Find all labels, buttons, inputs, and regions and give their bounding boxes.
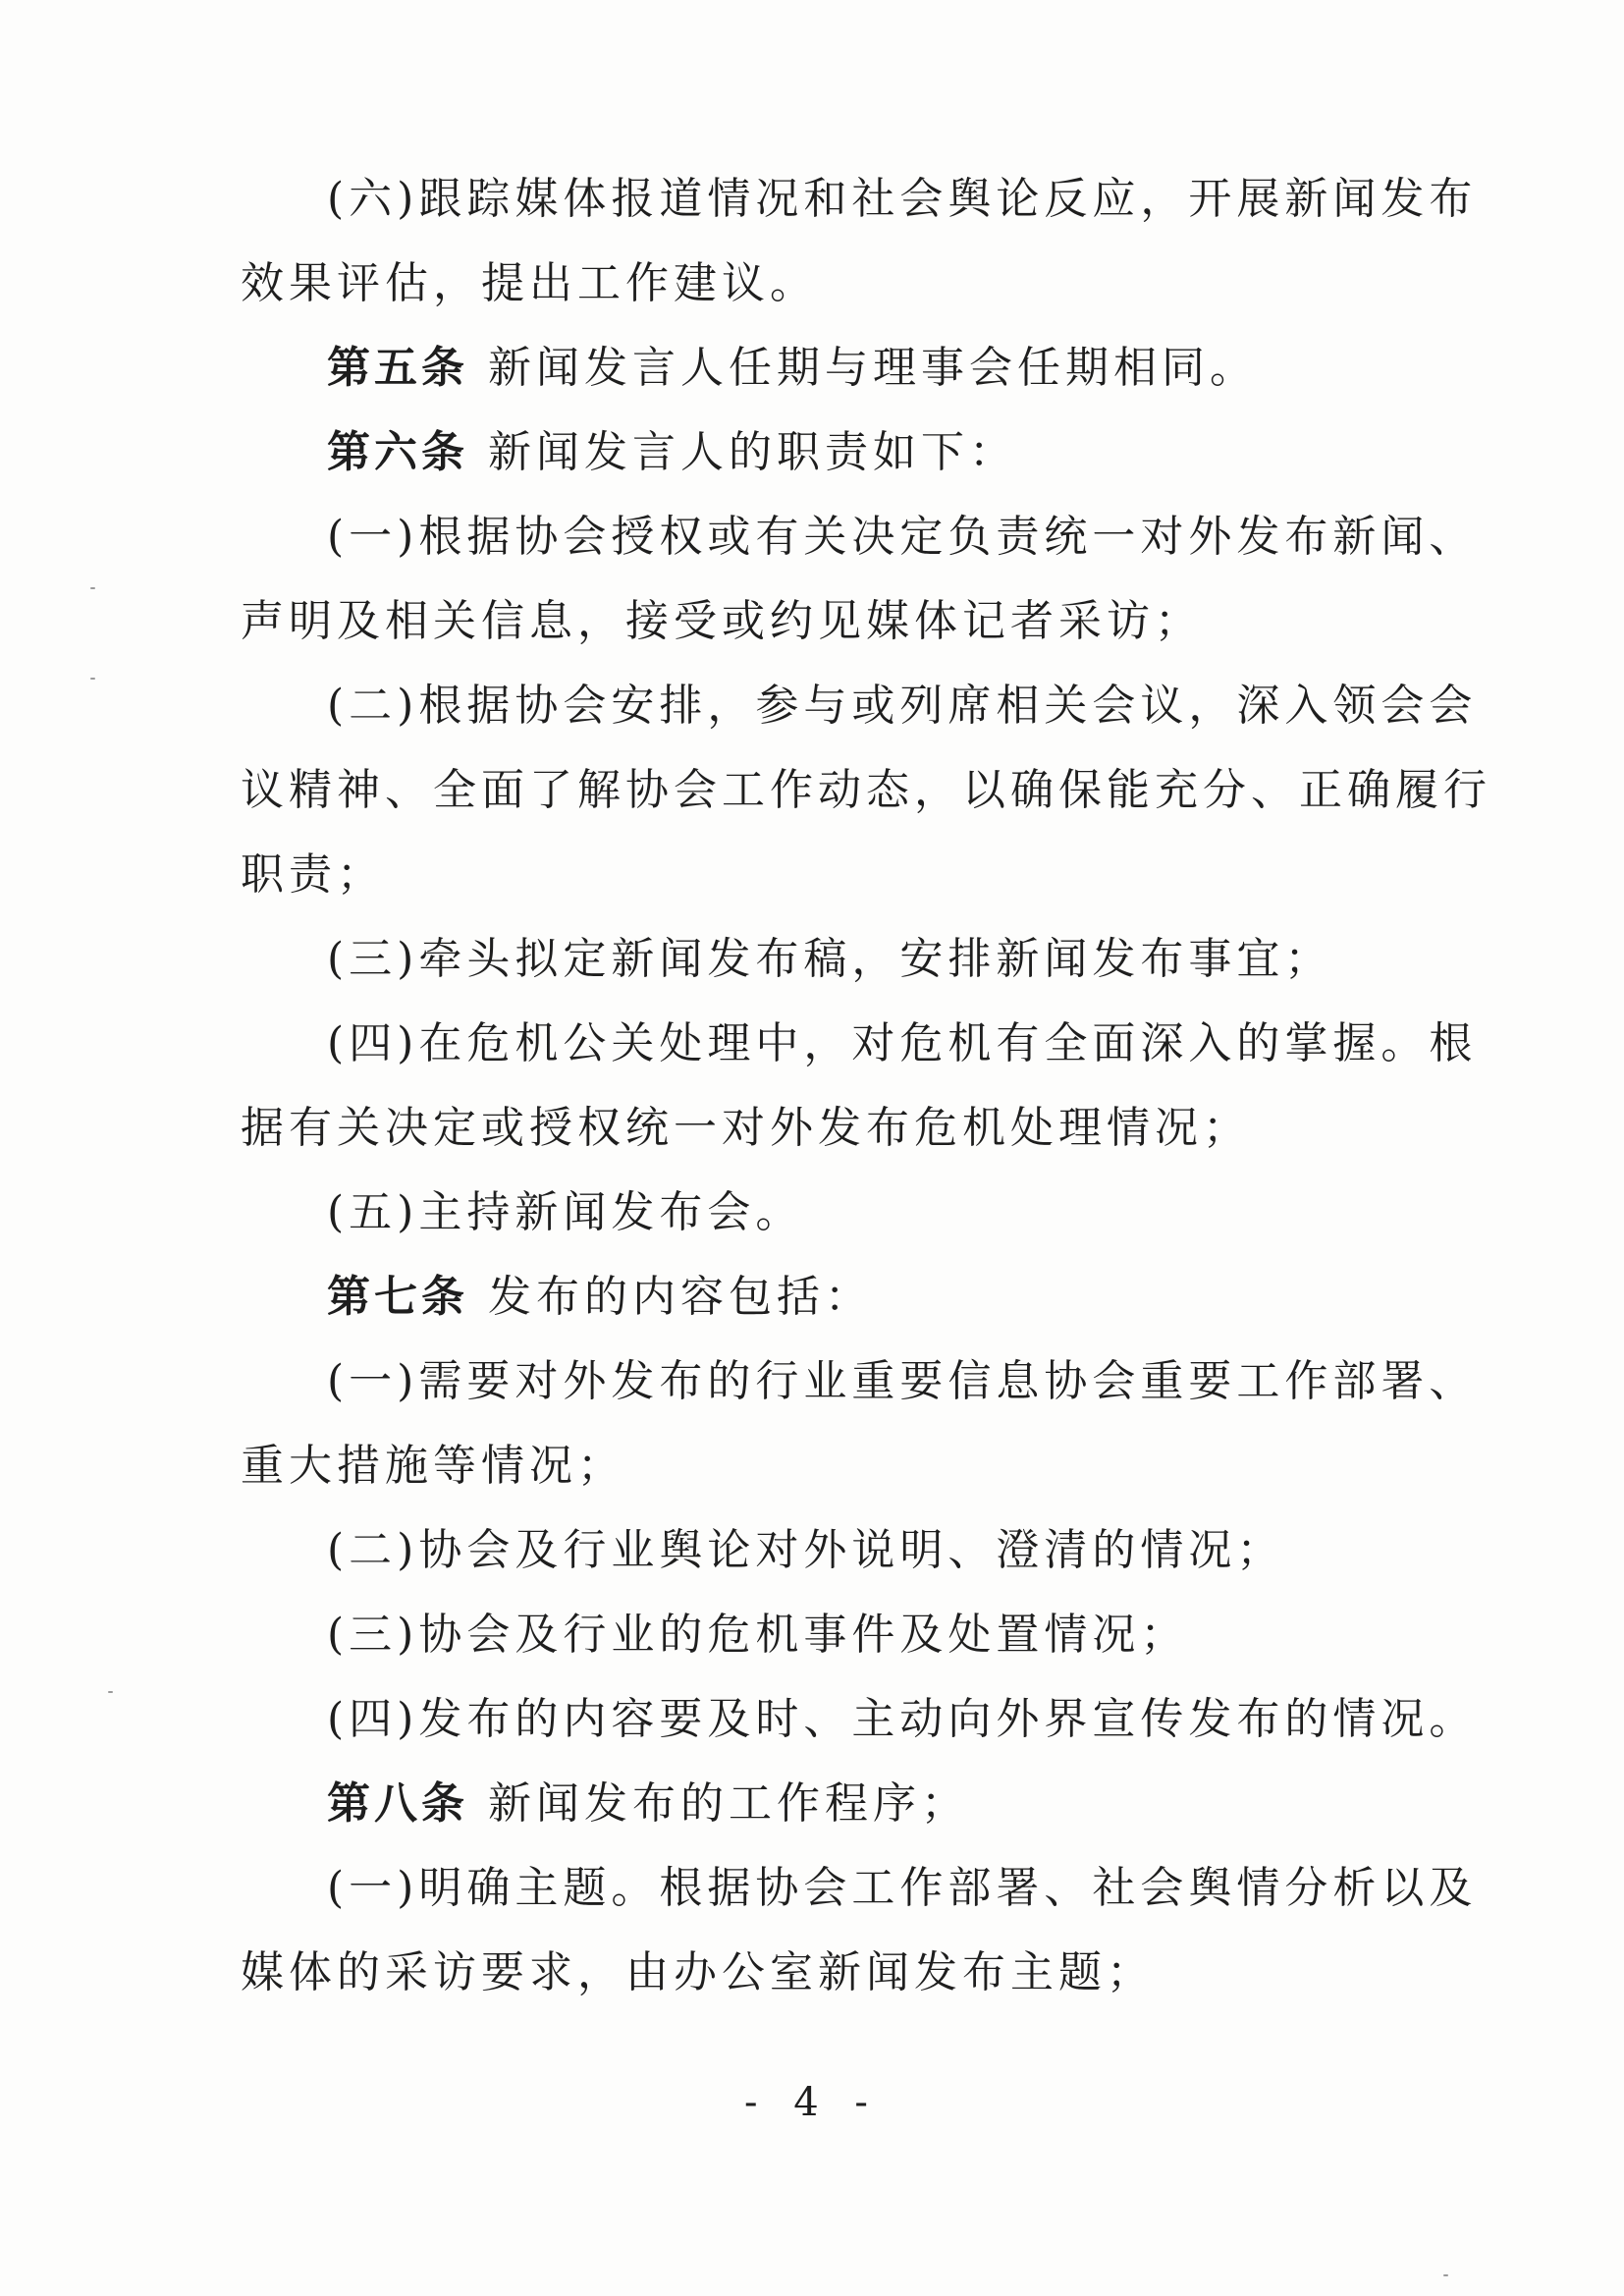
paragraph-item-2 [241,664,1491,917]
paragraph-line: 据有关决定或授权统一对外发布危机处理情况； [241,1103,1251,1153]
article-7 [241,1255,1389,1339]
paragraph-line: (一)根据协会授权或有关决定负责统一对外发布新闻、 [327,512,1478,562]
scan-speck [1443,2274,1448,2276]
paragraph-line: 职责； [241,849,385,900]
paragraph-line: (三)牵头拟定新闻发布稿，安排新闻发布事宜； [327,934,1333,984]
paragraph-line: 声明及相关信息，接受或约见媒体记者采访； [241,596,1203,646]
paragraph-line: 新闻发言人的职责如下： [488,427,1017,477]
article-5 [241,326,1389,410]
scan-speck [90,678,95,680]
paragraph-item-3 [241,917,1389,1002]
paragraph-line: 新闻发言人任期与理事会任期相同。 [488,343,1258,393]
paragraph-item-5 [241,1171,1389,1255]
paragraph-line: 议精神、全面了解协会工作动态，以确保能充分、正确履行 [241,765,1491,815]
article-heading: 第八条 [327,1778,468,1829]
paragraph-item-1 [241,1339,1478,1508]
paragraph-line: 重大措施等情况； [241,1441,625,1491]
paragraph-line: (五)主持新闻发布会。 [327,1187,804,1237]
paragraph-item-4 [241,1677,1478,1762]
paragraph-line: (三)协会及行业的危机事件及处置情况； [327,1610,1189,1660]
paragraph-line: (二)协会及行业舆论对外说明、澄清的情况； [327,1525,1285,1575]
paragraph-line: 效果评估，提出工作建议。 [241,258,818,308]
scan-speck [90,587,95,589]
article-heading: 第七条 [327,1272,468,1322]
paragraph-line: (二)根据协会安排，参与或列席相关会议，深入领会会 [327,681,1478,731]
paragraph-line: 媒体的采访要求，由办公室新闻发布主题； [241,1947,1155,1997]
article-heading: 第六条 [327,427,468,477]
paragraph-item-1 [241,495,1478,664]
paragraph-item-1 [241,1846,1478,2015]
article-heading: 第五条 [327,343,468,393]
scan-speck [108,1691,113,1693]
paragraph-line: (四)在危机公关处理中，对危机有全面深入的掌握。根 [327,1018,1478,1068]
paragraph-item-2 [241,1508,1389,1593]
article-8 [241,1762,1389,1846]
paragraph-line: (六)跟踪媒体报道情况和社会舆论反应，开展新闻发布 [327,174,1478,224]
paragraph-line: 发布的内容包括： [488,1272,873,1322]
paragraph-line: (一)明确主题。根据协会工作部署、社会舆情分析以及 [327,1863,1478,1913]
paragraph-item-3 [241,1593,1389,1677]
paragraph-item-6 [241,157,1478,326]
page-number: - 4 - [744,2080,880,2125]
paragraph-line: (一)需要对外发布的行业重要信息协会重要工作部署、 [327,1356,1478,1406]
article-6 [241,410,1389,495]
paragraph-item-4 [241,1002,1478,1171]
paragraph-line: 新闻发布的工作程序； [488,1778,969,1829]
paragraph-line: (四)发布的内容要及时、主动向外界宣传发布的情况。 [327,1694,1478,1744]
